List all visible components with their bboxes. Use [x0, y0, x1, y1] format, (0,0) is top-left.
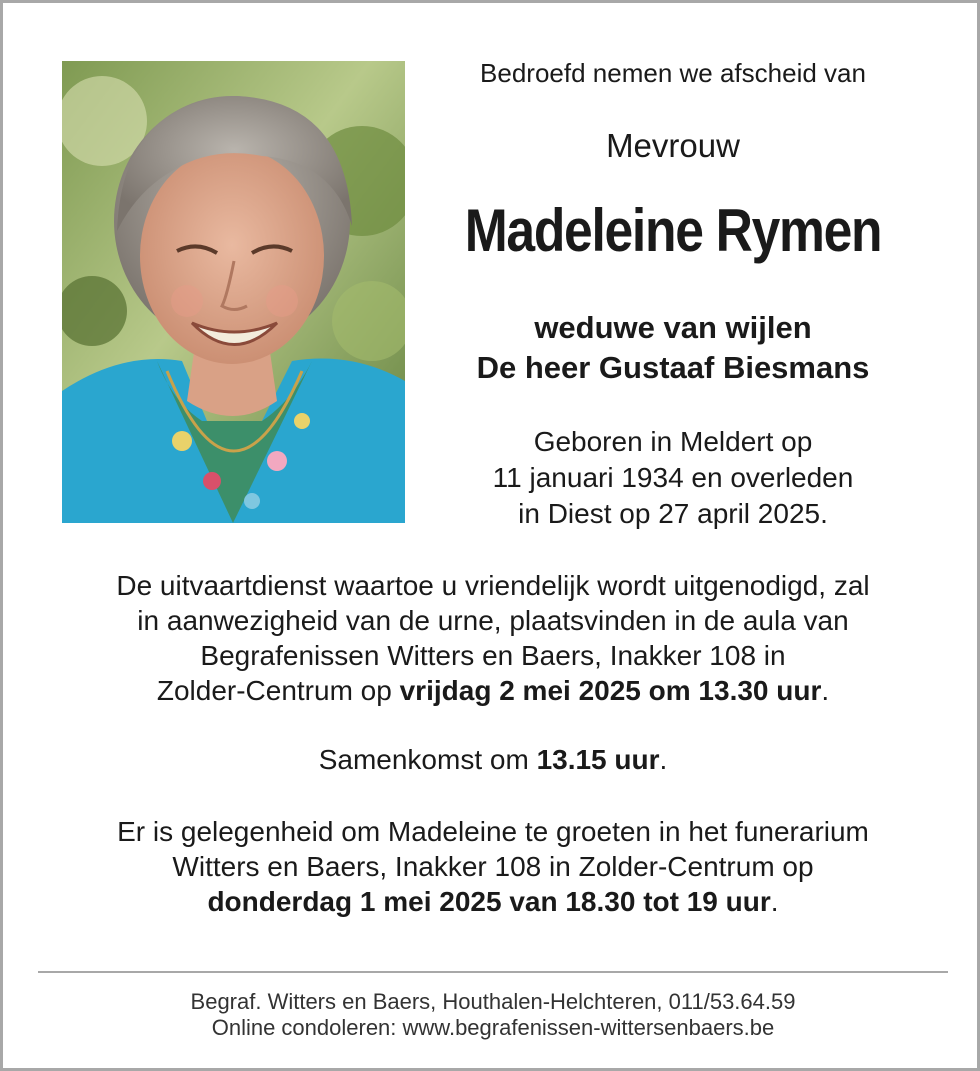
- footer-funeral-home: Begraf. Witters en Baers, Houthalen-Helchteren, 011/53.64.59: [190, 989, 796, 1014]
- birth-death-details: [423, 424, 923, 532]
- visitation-line-3-suffix: .: [770, 886, 779, 917]
- intro-text: Bedroefd nemen we afscheid van: [480, 58, 866, 88]
- footer: [43, 989, 943, 1041]
- gathering-time: 13.15 uur: [536, 744, 660, 775]
- born-line-2: 11 januari 1934 en overleden: [492, 462, 854, 493]
- visitation-paragraph: [43, 814, 943, 919]
- portrait-photo: [62, 61, 405, 523]
- deceased-name: Madeleine Rymen: [464, 197, 882, 264]
- service-line-3: Begrafenissen Witters en Baers, Inakker 108 in: [200, 640, 786, 671]
- widow-statement: [423, 308, 923, 388]
- service-line-1: De uitvaartdienst waartoe u vriendelijk wordt uitgenodigd, zal: [116, 570, 870, 601]
- service-paragraph: [43, 568, 943, 708]
- gathering-prefix: Samenkomst om: [318, 744, 537, 775]
- footer-condolence-link[interactable]: Online condoleren: www.begrafenissen-wittersenbaers.be: [211, 1015, 775, 1040]
- visitation-datetime: donderdag 1 mei 2025 van 18.30 tot 19 uur: [207, 886, 771, 917]
- visitation-line-3: [43, 884, 943, 919]
- widow-line-2: De heer Gustaaf Biesmans: [476, 350, 870, 385]
- service-line-4: [43, 673, 943, 708]
- honorific: Mevrouw: [606, 127, 740, 164]
- gathering-paragraph: [43, 742, 943, 777]
- footer-divider: [38, 971, 948, 973]
- service-line-2: in aanwezigheid van de urne, plaatsvinden in de aula van: [137, 605, 849, 636]
- visitation-line-2: Witters en Baers, Inakker 108 in Zolder-Centrum op: [172, 851, 814, 882]
- visitation-line-1: Er is gelegenheid om Madeleine te groeten in het funerarium: [117, 816, 869, 847]
- gathering-suffix: .: [659, 744, 668, 775]
- service-line-4-prefix: Zolder-Centrum op: [156, 675, 400, 706]
- service-datetime: vrijdag 2 mei 2025 om 13.30 uur: [399, 675, 822, 706]
- born-line-1: Geboren in Meldert op: [533, 426, 813, 457]
- widow-line-1: weduwe van wijlen: [534, 310, 812, 345]
- service-line-4-suffix: .: [821, 675, 830, 706]
- born-line-3: in Diest op 27 april 2025.: [518, 498, 828, 529]
